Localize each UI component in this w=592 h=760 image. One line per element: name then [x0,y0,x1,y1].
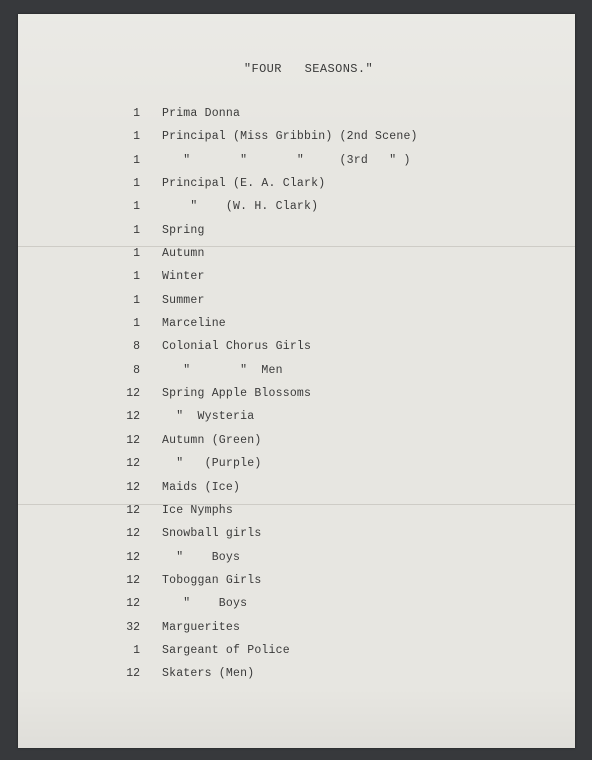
item-role: " (Purple) [162,457,262,471]
list-item [18,243,575,266]
list-item [18,406,575,429]
item-role: Summer [162,293,205,307]
item-role: " (W. H. Clark) [162,200,319,214]
item-role: Colonial Chorus Girls [162,340,312,354]
item-role: Toboggan Girls [162,573,262,587]
item-role: " " Men [162,363,283,377]
item-quantity: 1 [133,247,140,261]
item-quantity: 12 [126,410,140,424]
list-item [18,593,575,616]
list-item [18,617,575,640]
item-role: Snowball girls [162,527,262,541]
list-item [18,290,575,313]
item-quantity: 12 [126,573,140,587]
list-item [18,360,575,383]
list-item [18,663,575,686]
list-item [18,500,575,523]
list-item [18,196,575,219]
item-role: Principal (E. A. Clark) [162,177,326,191]
item-role: Spring [162,223,205,237]
list-item [18,126,575,149]
item-role: Autumn [162,247,205,261]
item-role: Marguerites [162,620,241,634]
list-item [18,640,575,663]
list-item [18,570,575,593]
list-item [18,547,575,570]
item-quantity: 12 [126,550,140,564]
item-quantity: 1 [133,153,140,167]
list-item [18,150,575,173]
item-role: " Boys [162,550,241,564]
item-role: Ice Nymphs [162,503,234,517]
item-quantity: 1 [133,270,140,284]
list-item [18,477,575,500]
list-item [18,523,575,546]
list-item [18,220,575,243]
item-role: Principal (Miss Gribbin) (2nd Scene) [162,130,418,144]
item-quantity: 12 [126,433,140,447]
document-title: "FOUR SEASONS." [243,62,374,76]
item-quantity: 32 [126,620,140,634]
item-quantity: 8 [133,340,140,354]
item-quantity: 12 [126,457,140,471]
list-item [18,430,575,453]
list-item [18,266,575,289]
list-item [18,336,575,359]
item-quantity: 1 [133,107,140,120]
item-quantity: 1 [133,130,140,144]
item-role: Autumn (Green) [162,433,262,447]
item-quantity: 1 [133,293,140,307]
item-quantity: 12 [126,527,140,541]
list-item [18,103,575,126]
item-role: Skaters (Men) [162,667,255,681]
list-item [18,313,575,336]
typed-page [18,14,575,748]
item-quantity: 12 [126,503,140,517]
item-role: Spring Apple Blossoms [162,387,312,401]
item-quantity: 1 [133,200,140,214]
item-quantity: 12 [126,667,140,681]
item-role: " Boys [162,597,248,611]
item-role: Marceline [162,317,226,331]
list-item [18,383,575,406]
item-role: Maids (Ice) [162,480,241,494]
item-role: Prima Donna [162,107,241,120]
item-quantity: 1 [133,223,140,237]
item-quantity: 1 [133,177,140,191]
item-quantity: 1 [133,643,140,657]
item-quantity: 8 [133,363,140,377]
item-role: Sargeant of Police [162,643,290,657]
list-item [18,173,575,196]
item-quantity: 12 [126,480,140,494]
list-item [18,453,575,476]
cast-list [18,103,575,687]
item-role: Winter [162,270,205,284]
item-role: " Wysteria [162,410,255,424]
item-quantity: 1 [133,317,140,331]
item-quantity: 12 [126,387,140,401]
item-quantity: 12 [126,597,140,611]
item-role: " " " (3rd " ) [162,153,411,167]
